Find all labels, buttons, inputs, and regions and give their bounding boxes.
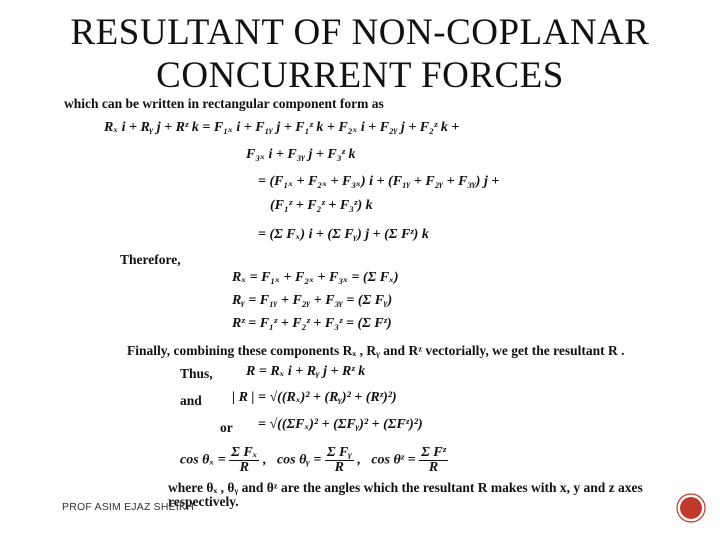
cos-x-numerator: Σ Fₓ: [231, 445, 258, 460]
cos-z-fraction: [419, 446, 448, 475]
slide-title-line1: RESULTANT OF NON-COPLANAR: [70, 12, 650, 53]
where-text-line2: respectively.: [168, 494, 239, 509]
cos-x-denominator: R: [239, 460, 249, 475]
intro-text: which can be written in rectangular component form as: [64, 96, 384, 111]
equation-rx: Rₓ = F₁ₓ + F₂ₓ + F₃ₓ = (Σ Fₓ): [232, 270, 399, 285]
slide-title-line2: CONCURRENT FORCES: [156, 55, 564, 96]
finally-text: Finally, combining these components Rₓ , Rᵧ and Rᶻ vectorially, we get the resultant R .: [127, 343, 625, 358]
cos-z-numerator: Σ Fᶻ: [421, 445, 447, 460]
equation-2: F₃ₓ i + F₃ᵧ j + F₃ᶻ k: [246, 147, 356, 162]
where-text-line1: where θₓ , θᵧ and θᶻ are the angles which the resultant R makes with x, y and z axes: [168, 480, 643, 495]
cos-y-fraction: [325, 446, 354, 475]
equation-4: (F₁ᶻ + F₂ᶻ + F₃ᶻ) k: [270, 198, 373, 213]
equation-1: Rₓ i + Rᵧ j + Rᶻ k = F₁ₓ i + F₁ᵧ j + F₁ᶻ k + F₂ₓ i + F₂ᵧ j + F₂ᶻ k +: [104, 120, 460, 135]
equation-ry: Rᵧ = F₁ᵧ + F₂ᵧ + F₃ᵧ = (Σ Fᵧ): [232, 293, 393, 308]
footer-author: PROF ASIM EJAZ SHEIKH: [62, 501, 194, 513]
cos-y-lhs: cos θᵧ =: [276, 452, 322, 468]
or-label: or: [220, 420, 233, 435]
equation-r-magnitude-sum: = √((ΣFₓ)² + (ΣFᵧ)² + (ΣFᶻ)²): [258, 417, 423, 432]
slide-number-badge-icon: [676, 493, 706, 523]
therefore-text: Therefore,: [120, 252, 181, 267]
cos-equations: cos θₓ = $\frac{\text{Σ Fₓ}}{R}$ , cos θᵧ = $\frac{\text{Σ Fᵧ}}{R}$ , cos θᶻ = $\frac{\text{Σ Fᶻ}}{R}$: [180, 445, 447, 475]
equation-r-vector: R = Rₓ i + Rᵧ j + Rᶻ k: [246, 364, 366, 379]
cos-z-lhs: cos θᶻ =: [371, 452, 416, 468]
cos-y-numerator: Σ Fᵧ: [326, 445, 352, 460]
cos-y-denominator: R: [334, 460, 345, 475]
thus-label: Thus,: [180, 366, 213, 381]
cos-x-fraction: [229, 446, 259, 475]
equation-5: = (Σ Fₓ) i + (Σ Fᵧ) j + (Σ Fᶻ) k: [258, 227, 429, 242]
and-label: and: [180, 393, 202, 408]
cos-z-denominator: R: [428, 460, 439, 475]
equation-r-magnitude: | R | = √((Rₓ)² + (Rᵧ)² + (Rᶻ)²): [232, 390, 397, 405]
equation-3: = (F₁ₓ + F₂ₓ + F₃ₓ) i + (F₁ᵧ + F₂ᵧ + F₃ᵧ) j +: [258, 174, 500, 189]
equation-rz: Rᶻ = F₁ᶻ + F₂ᶻ + F₃ᶻ = (Σ Fᶻ): [232, 316, 392, 331]
cos-x-lhs: cos θₓ =: [180, 452, 226, 468]
